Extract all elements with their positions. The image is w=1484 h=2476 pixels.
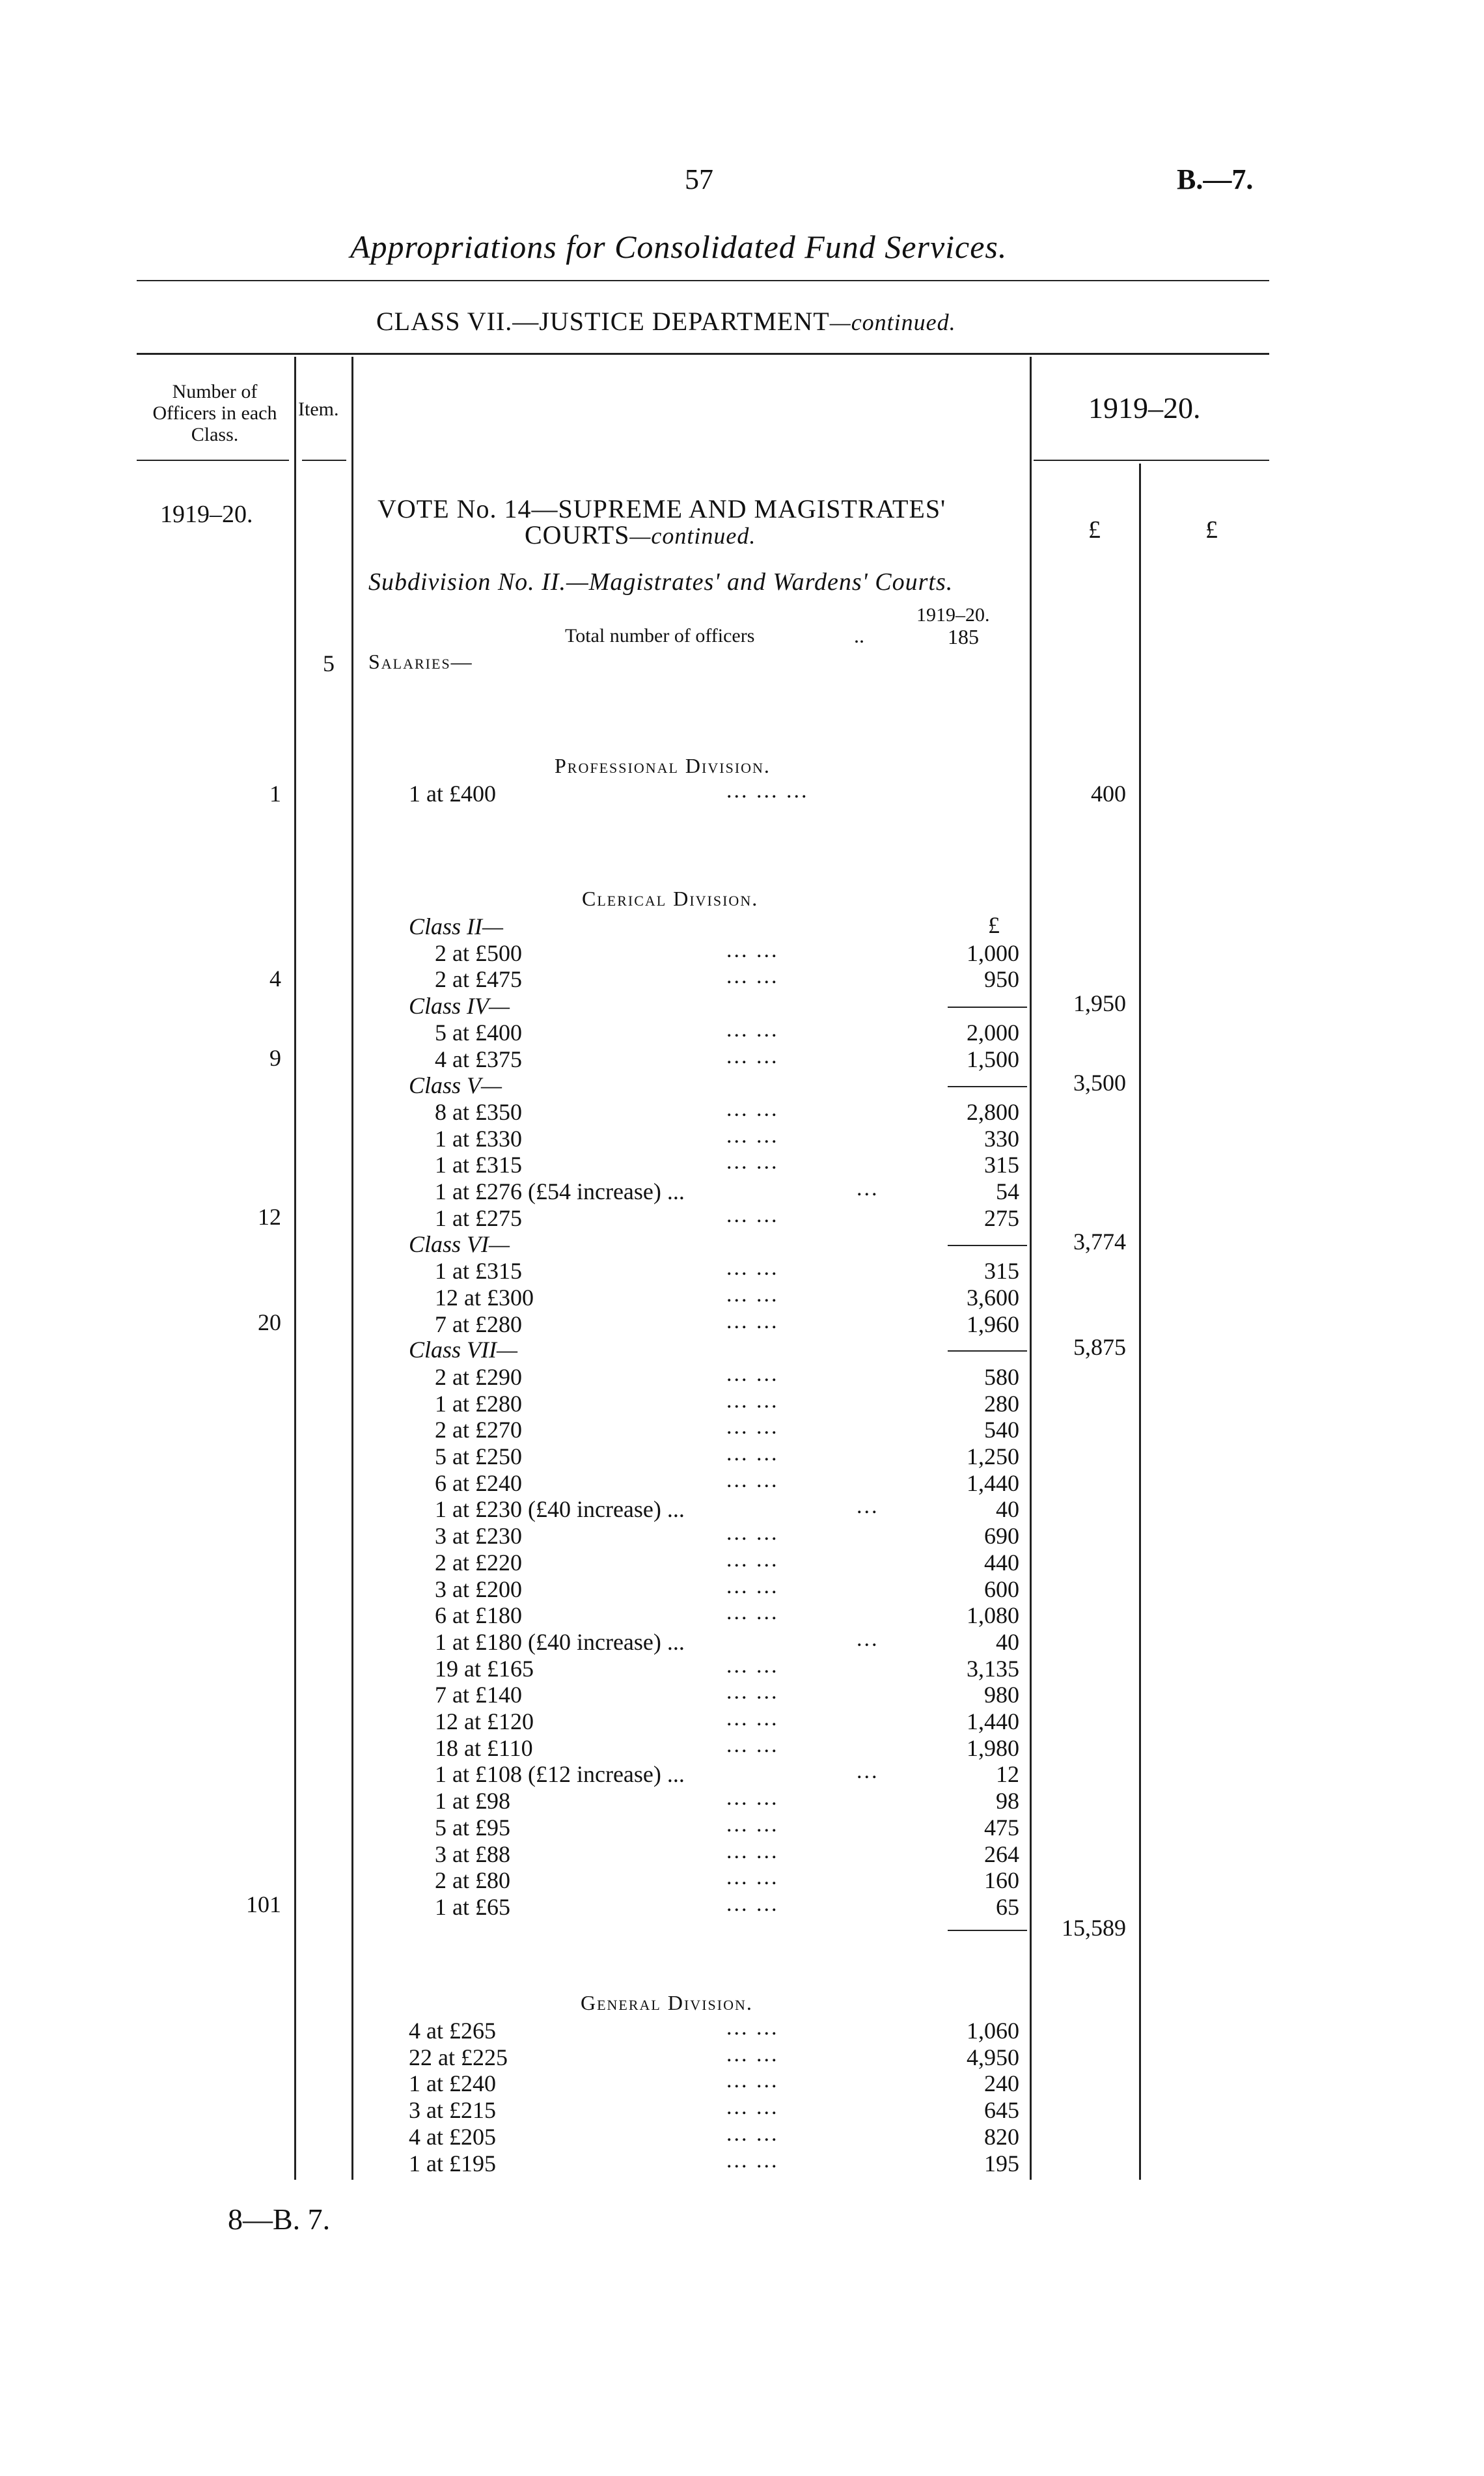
clerical-row-amount: 315 — [984, 1152, 1019, 1178]
general-row-label: 22 at £225 — [409, 2044, 508, 2070]
clerical-row-amount: 315 — [984, 1258, 1019, 1284]
clerical-row-amount: 1,440 — [967, 1470, 1019, 1496]
clerical-row-dots: ... ... — [726, 1203, 779, 1227]
clerical-row-label: 2 at £270 — [435, 1417, 522, 1443]
subtotal: 15,589 — [1062, 1915, 1126, 1941]
general-row-amount: 240 — [984, 2070, 1019, 2097]
clerical-row-dots: ... ... — [726, 1283, 779, 1307]
general-row-dots: ... ... — [726, 2042, 779, 2066]
clerical-row-amount: 600 — [984, 1576, 1019, 1602]
clerical-row-amount: 3,600 — [967, 1285, 1019, 1311]
clerical-row-dots: ... ... — [726, 1865, 779, 1889]
vote-title-suffix: —continued. — [629, 523, 756, 549]
clerical-row-dots: ... ... — [726, 1548, 779, 1572]
class-ii-label: Class II— — [409, 913, 504, 939]
clerical-row-label: 2 at £220 — [435, 1550, 522, 1576]
total-officers-label: Total number of officers — [565, 625, 755, 647]
professional-row-label: 1 at £400 — [409, 781, 496, 807]
general-row-dots: ... ... — [726, 2095, 779, 2120]
clerical-row-dots: ... ... — [726, 1150, 779, 1174]
item-number: 5 — [323, 650, 335, 676]
clerical-row-amount: 2,000 — [967, 1020, 1019, 1046]
clerical-row-amount: 275 — [984, 1205, 1019, 1231]
clerical-row-dots: ... ... — [726, 1124, 779, 1148]
clerical-row-dots: ... ... — [726, 1097, 779, 1121]
officer-count: 1 — [269, 781, 281, 807]
professional-division-heading: Professional Division. — [555, 754, 771, 777]
table-top-rule — [137, 353, 1269, 355]
officer-count: 20 — [258, 1309, 281, 1335]
subtotal: 3,774 — [1073, 1229, 1126, 1255]
clerical-row-dots: ... ... — [726, 1521, 779, 1545]
general-row-dots: ... ... — [726, 2148, 779, 2173]
clerical-row-amount: 540 — [984, 1417, 1019, 1443]
clerical-row-label: 7 at £140 — [435, 1682, 522, 1708]
clerical-row-dots: ... ... — [726, 1389, 779, 1413]
clerical-row-amount: 330 — [984, 1126, 1019, 1152]
clerical-row-amount: 2,800 — [967, 1099, 1019, 1125]
general-row-dots: ... ... — [726, 2068, 779, 2093]
clerical-row-dots: ... ... — [726, 1892, 779, 1916]
clerical-row-amount: 1,080 — [967, 1602, 1019, 1628]
clerical-row-label: 2 at £475 — [435, 966, 522, 992]
clerical-row-label: 1 at £280 — [435, 1391, 522, 1417]
clerical-row-dots: ... ... — [726, 1256, 779, 1280]
officer-count: 4 — [269, 966, 281, 992]
total-officers-dots: .. — [854, 624, 864, 647]
officer-count: 9 — [269, 1045, 281, 1071]
clerical-row-amount: 1,440 — [967, 1708, 1019, 1734]
officers-header-rule — [137, 460, 289, 461]
clerical-row-label: 1 at £108 (£12 increase) ... — [435, 1761, 685, 1787]
officers-year-label: 1919–20. — [160, 501, 253, 528]
clerical-row-label: 1 at £180 (£40 increase) ... — [435, 1629, 685, 1655]
clerical-row-dots: ... ... — [726, 964, 779, 988]
clerical-row-dots: ... ... — [726, 1680, 779, 1704]
clerical-row-amount: 40 — [996, 1496, 1019, 1522]
subdivision-title: Subdivision No. II.—Magistrates' and Wardens' Courts. — [368, 568, 954, 596]
clerical-row-dots: ... ... — [726, 1415, 779, 1439]
clerical-row-dots: ... — [857, 1494, 879, 1518]
total-officers-value: 185 — [948, 625, 979, 648]
vote-title: VOTE No. 14—SUPREME AND MAGISTRATES' — [378, 494, 946, 523]
general-row-amount: 820 — [984, 2123, 1019, 2150]
clerical-row-amount: 65 — [996, 1894, 1019, 1920]
officers-header-line: Officers in each — [152, 402, 277, 424]
clerical-row-label: 3 at £230 — [435, 1523, 522, 1549]
class-vi-label: Class VI— — [409, 1231, 510, 1257]
clerical-row-amount: 580 — [984, 1364, 1019, 1390]
clerical-row-amount: 1,250 — [967, 1443, 1019, 1469]
general-row-label: 4 at £265 — [409, 2018, 496, 2044]
clerical-division-heading: Clerical Division. — [582, 887, 759, 910]
clerical-row-label: 1 at £276 (£54 increase) ... — [435, 1178, 685, 1204]
general-row-label: 4 at £205 — [409, 2123, 496, 2150]
clerical-row-dots: ... ... — [726, 1600, 779, 1624]
clerical-row-label: 6 at £240 — [435, 1470, 522, 1496]
clerical-row-label: 18 at £110 — [435, 1735, 533, 1761]
item-header-rule — [302, 460, 346, 461]
clerical-row-dots: ... — [857, 1759, 879, 1783]
clerical-row-dots: ... ... — [726, 1654, 779, 1678]
clerical-row-amount: 690 — [984, 1523, 1019, 1549]
clerical-row-dots: ... ... — [726, 1309, 779, 1333]
clerical-row-label: 7 at £280 — [435, 1311, 522, 1337]
subtotal: 3,500 — [1073, 1070, 1126, 1096]
clerical-row-label: 2 at £290 — [435, 1364, 522, 1390]
year-header-rule — [1034, 460, 1269, 461]
general-row-label: 1 at £240 — [409, 2070, 496, 2097]
clerical-row-label: 8 at £350 — [435, 1099, 522, 1125]
class-title-main: CLASS VII.—JUSTICE DEPARTMENT — [376, 307, 830, 336]
clerical-row-dots: ... ... — [726, 1468, 779, 1492]
page-number: 57 — [685, 163, 713, 195]
clerical-row-label: 1 at £98 — [435, 1788, 510, 1814]
header-rule — [137, 280, 1269, 281]
item-column-header: Item. — [298, 398, 339, 420]
clerical-row-dots: ... — [857, 1627, 879, 1651]
general-row-label: 3 at £215 — [409, 2097, 496, 2124]
general-row-amount: 195 — [984, 2150, 1019, 2177]
clerical-row-amount: 475 — [984, 1815, 1019, 1841]
clerical-row-label: 1 at £65 — [435, 1894, 510, 1920]
general-row-amount: 645 — [984, 2097, 1019, 2124]
clerical-row-label: 2 at £80 — [435, 1867, 510, 1893]
clerical-row-dots: ... ... — [726, 1044, 779, 1068]
salaries-label: Salaries— — [368, 650, 473, 673]
clerical-row-amount: 3,135 — [967, 1656, 1019, 1682]
currency-symbol-total: £ — [1205, 516, 1218, 544]
clerical-row-dots: ... ... — [726, 1441, 779, 1466]
clerical-row-label: 4 at £375 — [435, 1046, 522, 1072]
clerical-row-dots: ... ... — [726, 1362, 779, 1386]
clerical-row-dots: ... ... — [726, 1706, 779, 1731]
clerical-row-amount: 98 — [996, 1788, 1019, 1814]
class-vii-label: Class VII— — [409, 1337, 518, 1363]
clerical-row-dots: ... ... — [726, 1733, 779, 1757]
professional-row-total: 400 — [1091, 781, 1126, 807]
clerical-row-label: 5 at £250 — [435, 1443, 522, 1469]
professional-row-dots: ... ... ... — [726, 779, 809, 803]
clerical-row-label: 1 at £230 (£40 increase) ... — [435, 1496, 685, 1522]
class-v-label: Class V— — [409, 1072, 502, 1098]
clerical-row-amount: 1,500 — [967, 1046, 1019, 1072]
column-divider-item — [351, 357, 353, 2180]
clerical-row-amount: 160 — [984, 1867, 1019, 1893]
class-title-suffix: —continued. — [829, 309, 956, 335]
clerical-row-amount: 1,980 — [967, 1735, 1019, 1761]
clerical-row-amount: 1,960 — [967, 1311, 1019, 1337]
clerical-row-amount: 54 — [996, 1178, 1019, 1204]
clerical-row-label: 1 at £330 — [435, 1126, 522, 1152]
clerical-row-label: 1 at £275 — [435, 1205, 522, 1231]
general-row-amount: 1,060 — [967, 2018, 1019, 2044]
currency-symbol-amount: £ — [1088, 516, 1101, 544]
clerical-row-dots: ... ... — [726, 938, 779, 962]
clerical-row-label: 3 at £88 — [435, 1841, 510, 1867]
column-divider-amounts — [1030, 357, 1032, 2180]
clerical-row-label: 5 at £400 — [435, 1020, 522, 1046]
clerical-row-label: 2 at £500 — [435, 940, 522, 966]
clerical-row-label: 19 at £165 — [435, 1656, 534, 1682]
summary-year: 1919–20. — [916, 604, 990, 626]
clerical-row-dots: ... ... — [726, 1813, 779, 1837]
clerical-row-amount: 440 — [984, 1550, 1019, 1576]
class-iv-label: Class IV— — [409, 993, 510, 1019]
running-title: Appropriations for Consolidated Fund Services. — [350, 229, 1008, 265]
column-divider-officers — [294, 357, 296, 2180]
clerical-row-dots: ... — [857, 1176, 879, 1201]
officers-header-line: Class. — [191, 424, 239, 445]
clerical-row-dots: ... ... — [726, 1018, 779, 1042]
clerical-row-label: 12 at £120 — [435, 1708, 534, 1734]
clerical-row-amount: 1,000 — [967, 940, 1019, 966]
general-row-amount: 4,950 — [967, 2044, 1019, 2070]
class-title — [376, 306, 956, 337]
clerical-pound-header: £ — [988, 912, 1000, 938]
officer-count: 101 — [246, 1891, 281, 1917]
clerical-row-label: 6 at £180 — [435, 1602, 522, 1628]
general-row-label: 1 at £195 — [409, 2150, 496, 2177]
clerical-row-amount: 40 — [996, 1629, 1019, 1655]
subtotal: 5,875 — [1073, 1334, 1126, 1360]
general-row-dots: ... ... — [726, 2016, 779, 2040]
clerical-row-dots: ... ... — [726, 1574, 779, 1598]
clerical-row-dots: ... ... — [726, 1839, 779, 1863]
subtotal: 1,950 — [1073, 990, 1126, 1016]
clerical-row-amount: 950 — [984, 966, 1019, 992]
clerical-row-amount: 280 — [984, 1391, 1019, 1417]
clerical-row-label: 12 at £300 — [435, 1285, 534, 1311]
clerical-row-dots: ... ... — [726, 1786, 779, 1810]
clerical-row-label: 5 at £95 — [435, 1815, 510, 1841]
column-divider-currency — [1139, 464, 1141, 2180]
clerical-row-label: 1 at £315 — [435, 1152, 522, 1178]
officers-header-line: Number of — [172, 381, 258, 402]
clerical-row-label: 1 at £315 — [435, 1258, 522, 1284]
vote-title-continued — [525, 520, 756, 550]
clerical-row-amount: 980 — [984, 1682, 1019, 1708]
officers-column-header — [137, 381, 293, 445]
clerical-row-amount: 12 — [996, 1761, 1019, 1787]
general-division-heading: General Division. — [581, 1991, 753, 2014]
clerical-row-label: 3 at £200 — [435, 1576, 522, 1602]
general-row-dots: ... ... — [726, 2121, 779, 2146]
vote-title-courts: COURTS — [525, 520, 630, 549]
document-reference: B.—7. — [1177, 163, 1254, 195]
year-column-header: 1919–20. — [1088, 391, 1201, 424]
signature-mark: 8—B. 7. — [228, 2203, 331, 2236]
clerical-row-amount: 264 — [984, 1841, 1019, 1867]
officer-count: 12 — [258, 1204, 281, 1230]
